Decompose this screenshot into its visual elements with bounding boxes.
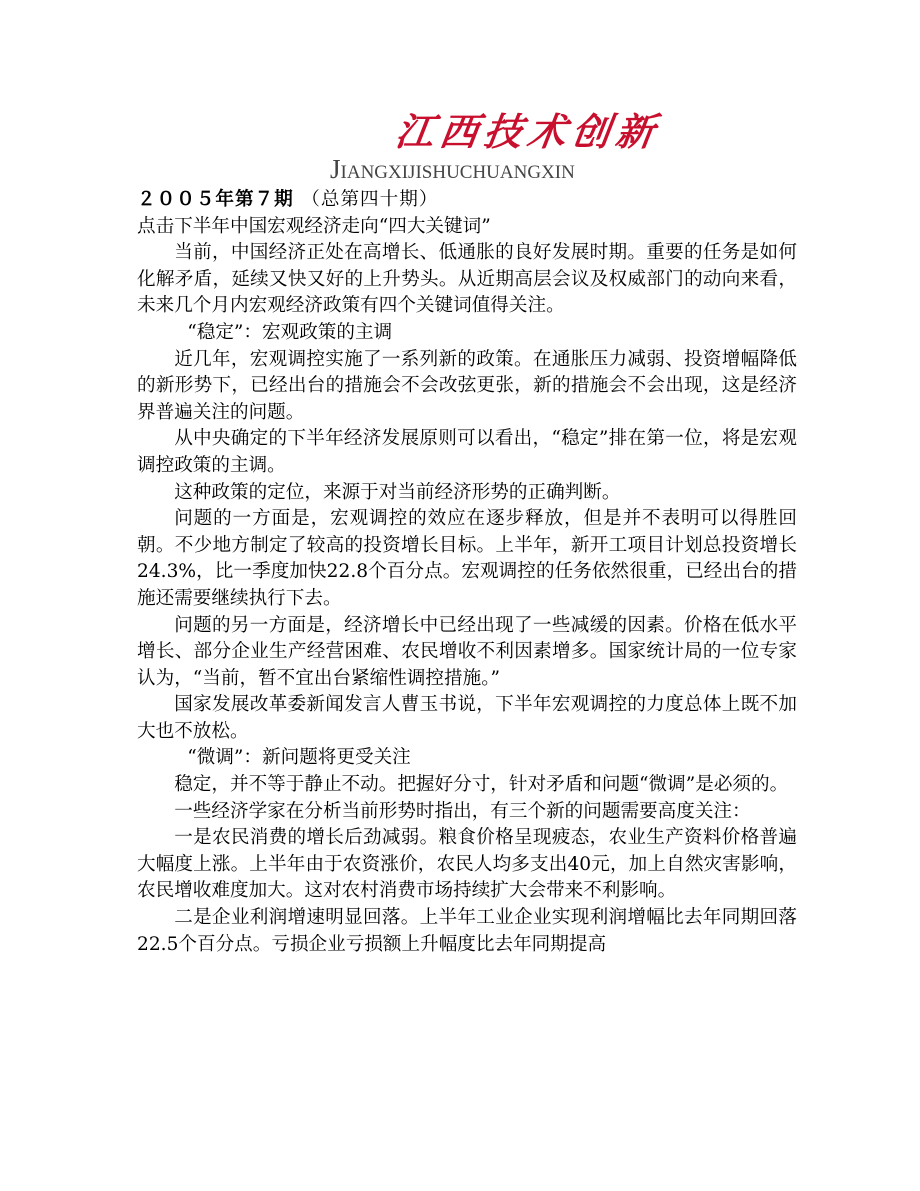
paragraph: 一是农民消费的增长后劲减弱。粮食价格呈现疲态，农业生产资料价格普遍大幅度上涨。上半年由于农资涨价，农民人均多支出40元，加上自然灾害影响，农民增收难度加大。这对农村消费市场持续扩大会带来不利影响。 [137,827,797,902]
paragraph: 问题的一方面是，宏观调控的效应在逐步释放，但是并不表明可以得胜回朝。不少地方制定了较高的投资增长目标。上半年，新开工项目计划总投资增长24.3%，比一季度加快22.8个百分点。宏观调控的任务依然很重，已经出台的措施还需要继续执行下去。 [137,508,797,609]
paragraph: 二是企业利润增速明显回落。上半年工业企业实现利润增幅比去年同期回落22.5个百分点。亏损企业亏损额上升幅度比去年同期提高 [137,907,797,955]
masthead [0,109,920,184]
masthead-title-en [330,154,575,185]
masthead-en-initial: J [330,154,341,184]
paragraph: 稳定，并不等于静止不动。把握好分寸，针对矛盾和问题“微调”是必须的。 [174,774,789,796]
paragraph: 近几年，宏观调控实施了一系列新的政策。在通胀压力减弱、投资增幅降低的新形势下，已经出台的措施会不会改弦更张，新的措施会不会出现，这是经济界普遍关注的问题。 [137,348,797,423]
paragraph: 这种政策的定位，来源于对当前经济形势的正确判断。 [174,481,621,503]
section-heading-stability: “稳定”：宏观政策的主调 [187,321,393,343]
issue-total: （总第四十期） [301,189,439,210]
article-body [137,187,797,958]
issue-line [137,187,797,214]
paragraph: 当前，中国经济正处在高增长、低通胀的良好发展时期。重要的任务是如何化解矛盾，延续又快又好的上升势头。从近期高层会议及权威部门的动向来看，未来几个月内宏观经济政策有四个关键词值得关注。 [137,242,797,317]
masthead-en-rest: IANGXIJISHUCHUANGXIN [340,162,575,183]
paragraph: 国家发展改革委新闻发言人曹玉书说，下半年宏观调控的力度总体上既不加大也不放松。 [137,694,797,742]
paragraph: 一些经济学家在分析当前形势时指出，有三个新的问题需要高度关注： [174,800,751,822]
paragraph: 从中央确定的下半年经济发展原则可以看出，“稳定”排在第一位，将是宏观调控政策的主调。 [137,428,797,476]
article-headline: 点击下半年中国宏观经济走向“四大关键词” [137,215,491,237]
section-heading-fine-tuning: “微调”：新问题将更受关注 [187,747,411,769]
masthead-title-cn: 江西技术创新 [392,109,664,154]
paragraph: 问题的另一方面是，经济增长中已经出现了一些减缓的因素。价格在低水平增长、部分企业生产经营困难、农民增收不利因素增多。国家统计局的一位专家认为，“当前，暂不宜出台紧缩性调控措施。” [137,614,797,689]
issue-label: ２００５年第７期 [137,189,294,210]
